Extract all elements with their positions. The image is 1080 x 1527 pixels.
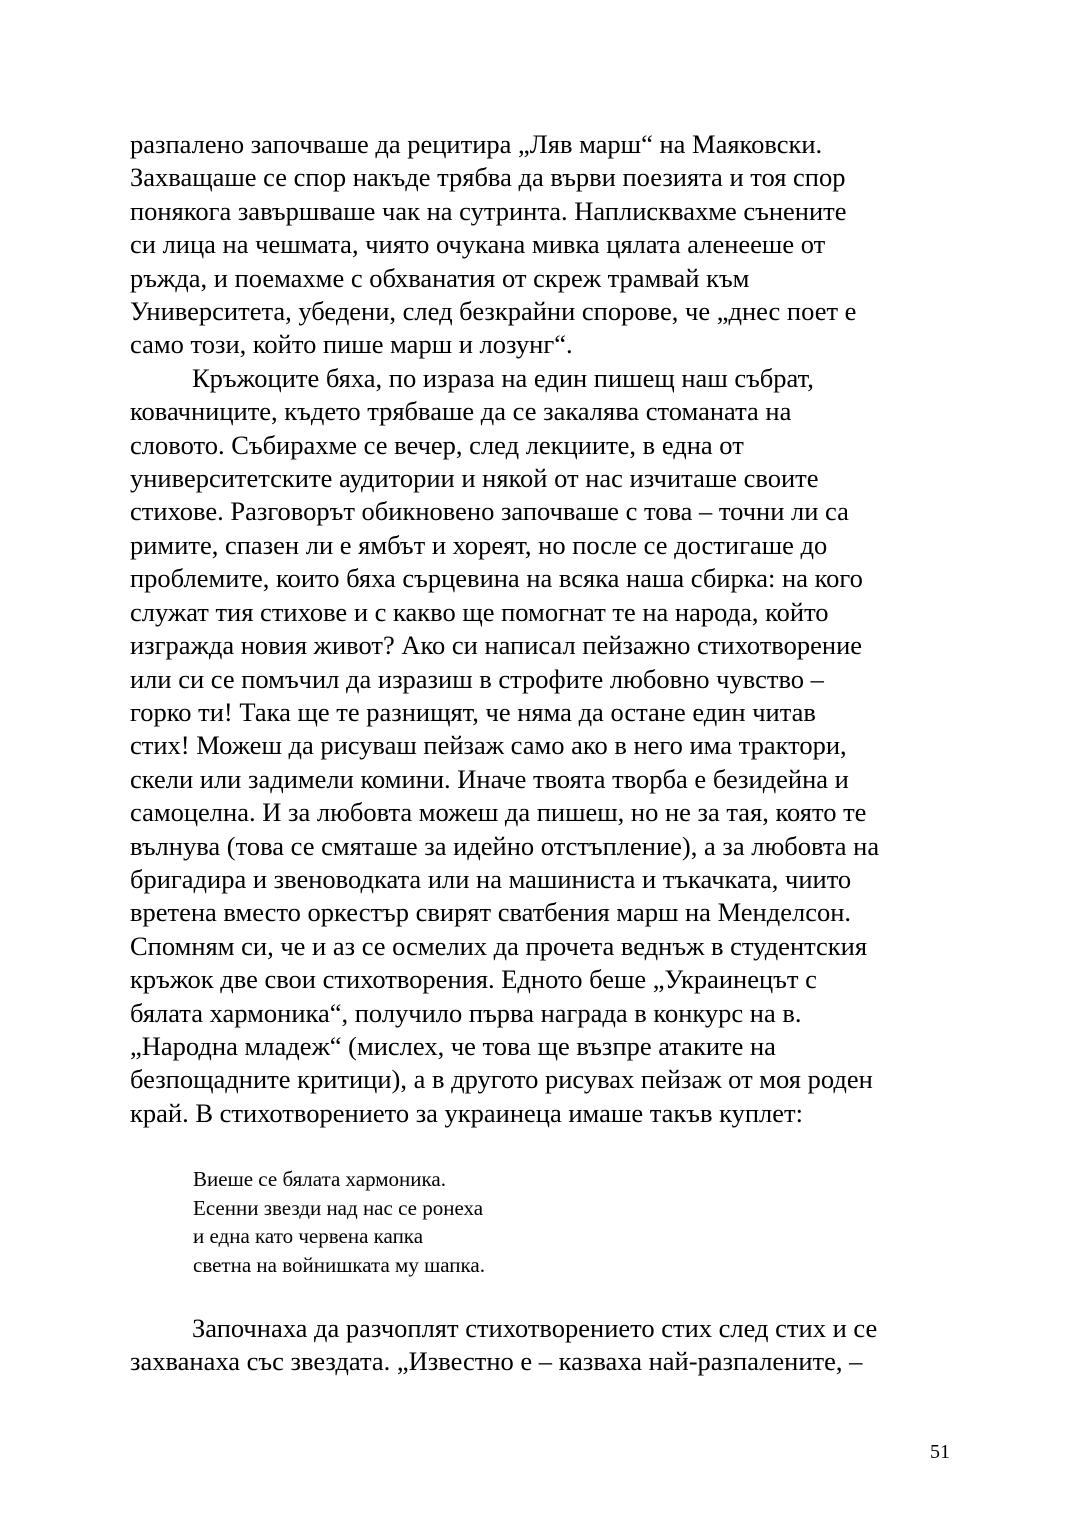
text-line: Захващаше се спор накъде трябва да върви поезията и тоя спор: [130, 162, 846, 193]
text-line: проблемите, които бяха сърцевина на всяка наша сбирка: на кого: [130, 563, 863, 594]
text-line: вретена вместо оркестър свирят сватбения марш на Менделсон.: [130, 897, 852, 928]
text-line: Кръжоците бяха, по израза на един пишещ наш събрат,: [192, 362, 814, 393]
text-line: служат тия стихове и с какво ще помогнат те на народа, който: [130, 596, 829, 627]
text-line: стих! Можеш да рисуваш пейзаж само ако в него има трактори,: [130, 730, 847, 761]
text-line: захванаха със звездата. „Известно е – казваха най-разпалените, –: [130, 1346, 863, 1377]
text-line: ковачниците, където трябваше да се закалява стоманата на: [130, 396, 792, 427]
text-line: самоцелна. И за любовта можеш да пишеш, но не за тая, която те: [130, 797, 867, 828]
text-line: вълнува (това се смяташе за идейно отстъпление), а за любовта на: [130, 830, 880, 861]
text-line: Започнаха да разчоплят стихотворението стих след стих и се: [192, 1313, 878, 1343]
paragraph-continued: [130, 128, 960, 362]
text-line: бригадира и звеноводката или на машиниста и тъкачката, чиито: [130, 863, 852, 894]
text-line: горко ти! Така ще те разнищят, че няма да остане един читав: [130, 696, 816, 727]
text-line: край. В стихотворението за украинеца имаше такъв куплет:: [130, 1097, 803, 1128]
verse-line: Есенни звезди над нас се ронеха: [193, 1195, 484, 1220]
text-line: само този, който пише марш и лозунг“.: [130, 329, 573, 360]
page-number: 51: [930, 1441, 950, 1463]
verse-line: Виеше се бялата хармоника.: [193, 1167, 446, 1191]
verse-quote: [193, 1165, 485, 1279]
text-line: стихове. Разговорът обикновено започваше с това – точни ли са: [130, 496, 849, 527]
text-line: университетските аудитории и някой от нас изчиташе своите: [130, 463, 819, 494]
text-line: кръжок две свои стихотворения. Едното беше „Украинецът с: [130, 964, 817, 995]
text-line: словото. Събирахме се вечер, след лекциите, в една от: [130, 429, 744, 460]
text-line: „Народна младеж“ (мислех, че това ще възпре атаките на: [130, 1030, 776, 1061]
text-line: бялата хармоника“, получило първа награда в конкурс на в.: [130, 997, 802, 1028]
text-line: разпалено започваше да рецитира „Ляв марш“ на Маяковски.: [130, 129, 823, 159]
text-line: или си се помъчил да изразиш в строфите любовно чувство –: [130, 663, 824, 694]
text-line: римите, спазен ли е ямбът и хореят, но после се достигаше до: [130, 529, 828, 560]
text-line: понякога завършваше чак на сутринта. Наплисквахме сънените: [130, 195, 847, 226]
verse-line: светна на войнишката му шапка.: [193, 1252, 486, 1277]
text-line: изгражда новия живот? Ако си написал пейзажно стихотворение: [130, 630, 863, 661]
verse-line: и една като червена капка: [193, 1224, 424, 1249]
main-text-block: [130, 128, 960, 1130]
text-line: Спомням си, че и аз се осмелих да прочета веднъж в студентския: [130, 930, 868, 961]
paragraph-kruzhoci: [130, 362, 960, 1130]
paragraph-closing: [130, 1312, 960, 1379]
text-line: ръжда, и поемахме с обхванатия от скреж трамвай към: [130, 262, 750, 293]
text-line: безпощадните критици), а в другото рисувах пейзаж от моя роден: [130, 1064, 873, 1095]
text-line: си лица на чешмата, чиято очукана мивка цялата аленееше от: [130, 229, 826, 260]
text-line: скели или задимели комини. Иначе твоята творба е безидейна и: [130, 763, 849, 794]
text-line: Университета, убедени, след безкрайни спорове, че „днес поет е: [130, 296, 857, 327]
